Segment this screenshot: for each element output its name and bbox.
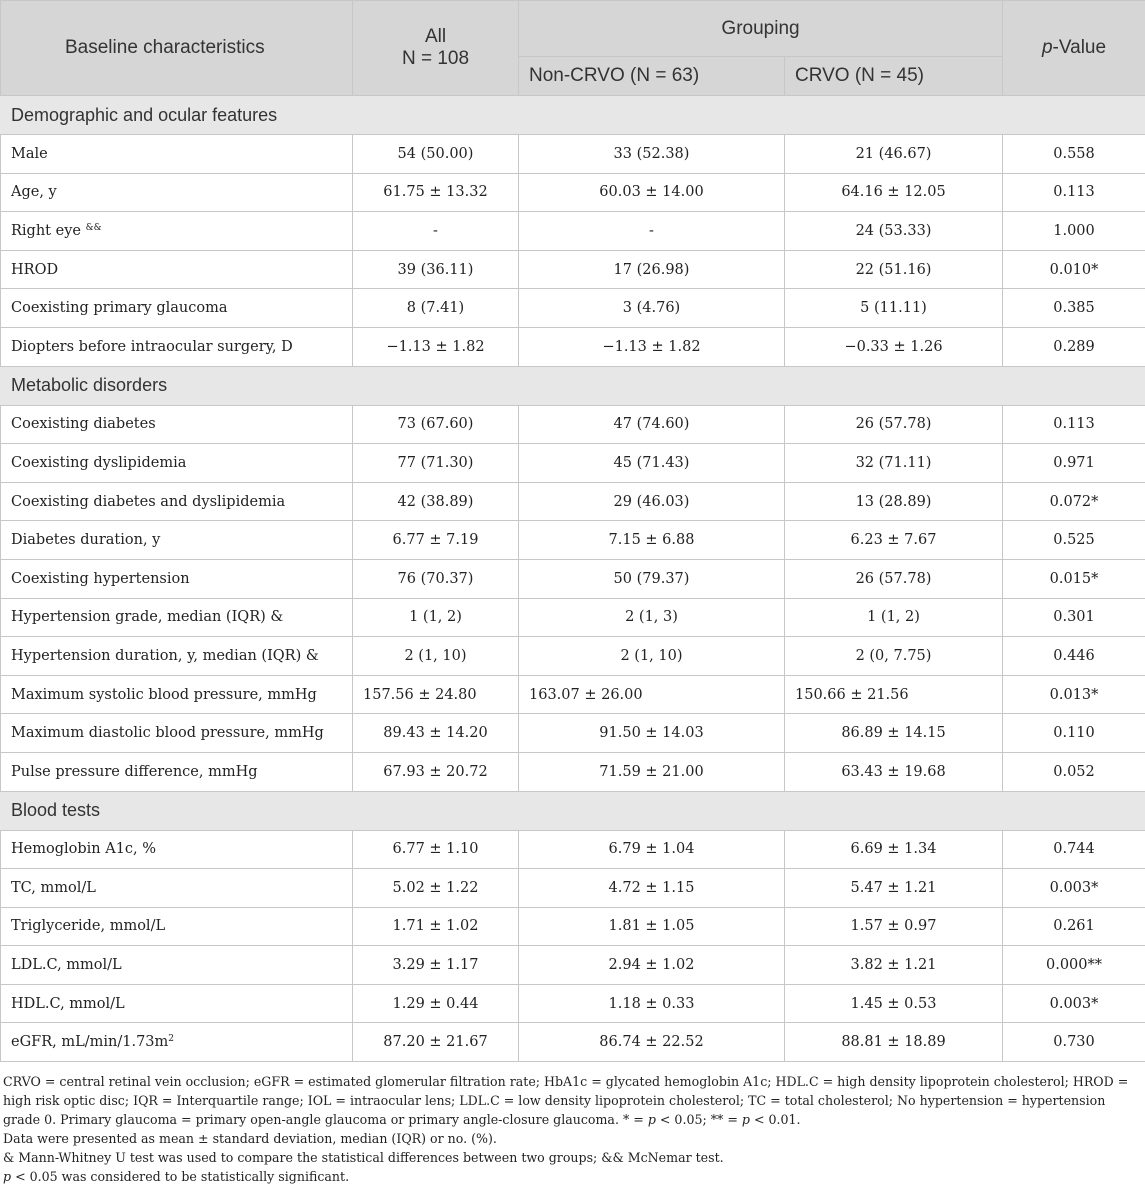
table-row xyxy=(1,444,1145,483)
cell-non-crvo: 2 (1, 3) xyxy=(519,598,785,637)
cell-crvo: 1.57 ± 0.97 xyxy=(785,907,1003,946)
footnote-significance: p < 0.05 was considered to be statistically significant. xyxy=(3,1169,350,1184)
table-row xyxy=(1,135,1145,174)
cell-all: 73 (67.60) xyxy=(353,405,519,444)
section-title: Blood tests xyxy=(1,791,1145,830)
cell-p-value: 0.052 xyxy=(1003,752,1145,791)
table-row xyxy=(1,250,1145,289)
cell-p-value: 0.525 xyxy=(1003,521,1145,560)
cell-crvo: 1.45 ± 0.53 xyxy=(785,984,1003,1023)
cell-p-value: 0.015* xyxy=(1003,559,1145,598)
cell-p-value: 0.003* xyxy=(1003,984,1145,1023)
cell-p-value: 0.013* xyxy=(1003,675,1145,714)
row-label: Triglyceride, mmol/L xyxy=(1,907,353,946)
cell-non-crvo: −1.13 ± 1.82 xyxy=(519,327,785,366)
row-label: Coexisting diabetes and dyslipidemia xyxy=(1,482,353,521)
cell-all: −1.13 ± 1.82 xyxy=(353,327,519,366)
table-row xyxy=(1,946,1145,985)
cell-all: 6.77 ± 1.10 xyxy=(353,830,519,869)
row-label: Diopters before intraocular surgery, D xyxy=(1,327,353,366)
row-label: Maximum diastolic blood pressure, mmHg xyxy=(1,714,353,753)
cell-p-value: 0.385 xyxy=(1003,289,1145,328)
cell-non-crvo: - xyxy=(519,212,785,251)
row-label: HDL.C, mmol/L xyxy=(1,984,353,1023)
cell-all: 87.20 ± 21.67 xyxy=(353,1023,519,1062)
row-label: Maximum systolic blood pressure, mmHg xyxy=(1,675,353,714)
cell-all: 8 (7.41) xyxy=(353,289,519,328)
cell-non-crvo: 33 (52.38) xyxy=(519,135,785,174)
table-row xyxy=(1,1023,1145,1062)
table-row xyxy=(1,405,1145,444)
section-header xyxy=(1,791,1145,830)
cell-crvo: 6.69 ± 1.34 xyxy=(785,830,1003,869)
cell-non-crvo: 2.94 ± 1.02 xyxy=(519,946,785,985)
cell-crvo: 24 (53.33) xyxy=(785,212,1003,251)
row-label: Hemoglobin A1c, % xyxy=(1,830,353,869)
table-row xyxy=(1,173,1145,212)
table-row xyxy=(1,212,1145,251)
cell-crvo: 64.16 ± 12.05 xyxy=(785,173,1003,212)
cell-crvo: 5 (11.11) xyxy=(785,289,1003,328)
cell-crvo: 13 (28.89) xyxy=(785,482,1003,521)
footnote-data-format: Data were presented as mean ± standard deviation, median (IQR) or no. (%). xyxy=(3,1131,497,1146)
cell-crvo: 3.82 ± 1.21 xyxy=(785,946,1003,985)
table-row xyxy=(1,482,1145,521)
section-header xyxy=(1,96,1145,135)
cell-all: 1 (1, 2) xyxy=(353,598,519,637)
cell-non-crvo: 3 (4.76) xyxy=(519,289,785,328)
table-row xyxy=(1,598,1145,637)
cell-all: 89.43 ± 14.20 xyxy=(353,714,519,753)
cell-p-value: 0.072* xyxy=(1003,482,1145,521)
cell-all: 2 (1, 10) xyxy=(353,637,519,676)
header-non-crvo: Non-CRVO (N = 63) xyxy=(519,57,785,96)
cell-p-value: 0.261 xyxy=(1003,907,1145,946)
cell-non-crvo: 1.81 ± 1.05 xyxy=(519,907,785,946)
table-body xyxy=(1,96,1145,1062)
row-label: Coexisting dyslipidemia xyxy=(1,444,353,483)
cell-non-crvo: 86.74 ± 22.52 xyxy=(519,1023,785,1062)
cell-non-crvo: 29 (46.03) xyxy=(519,482,785,521)
cell-all: 77 (71.30) xyxy=(353,444,519,483)
cell-crvo: 26 (57.78) xyxy=(785,405,1003,444)
row-label: eGFR, $mL/\min/1.73m^2$ xyxy=(1,1023,353,1062)
cell-all: 3.29 ± 1.17 xyxy=(353,946,519,985)
cell-crvo: 5.47 ± 1.21 xyxy=(785,869,1003,908)
cell-all: 157.56 ± 24.80 xyxy=(353,675,519,714)
row-label: HROD xyxy=(1,250,353,289)
cell-p-value: 0.110 xyxy=(1003,714,1145,753)
cell-p-value: 0.730 xyxy=(1003,1023,1145,1062)
cell-non-crvo: 4.72 ± 1.15 xyxy=(519,869,785,908)
cell-non-crvo: 60.03 ± 14.00 xyxy=(519,173,785,212)
cell-non-crvo: 17 (26.98) xyxy=(519,250,785,289)
table-row xyxy=(1,637,1145,676)
table-row xyxy=(1,907,1145,946)
cell-all: 1.29 ± 0.44 xyxy=(353,984,519,1023)
cell-crvo: 2 (0, 7.75) xyxy=(785,637,1003,676)
row-label: Coexisting diabetes xyxy=(1,405,353,444)
header-grouping: Grouping xyxy=(519,1,1003,57)
cell-all: 1.71 ± 1.02 xyxy=(353,907,519,946)
header-baseline-characteristics: Baseline characteristics xyxy=(1,1,353,96)
table-row xyxy=(1,327,1145,366)
cell-crvo: 32 (71.11) xyxy=(785,444,1003,483)
cell-crvo: 86.89 ± 14.15 xyxy=(785,714,1003,753)
table-row xyxy=(1,521,1145,560)
header-crvo: CRVO (N = 45) xyxy=(785,57,1003,96)
cell-all: - xyxy=(353,212,519,251)
cell-all: 67.93 ± 20.72 xyxy=(353,752,519,791)
cell-p-value: 0.971 xyxy=(1003,444,1145,483)
cell-all: 6.77 ± 7.19 xyxy=(353,521,519,560)
cell-p-value: 0.010* xyxy=(1003,250,1145,289)
cell-non-crvo: 91.50 ± 14.03 xyxy=(519,714,785,753)
cell-p-value: 0.000** xyxy=(1003,946,1145,985)
cell-p-value: 0.289 xyxy=(1003,327,1145,366)
cell-crvo: −0.33 ± 1.26 xyxy=(785,327,1003,366)
table-row xyxy=(1,675,1145,714)
cell-non-crvo: 45 (71.43) xyxy=(519,444,785,483)
cell-crvo: 21 (46.67) xyxy=(785,135,1003,174)
cell-p-value: 0.446 xyxy=(1003,637,1145,676)
header-all: All N = 108 xyxy=(353,1,519,96)
table-row xyxy=(1,869,1145,908)
section-header xyxy=(1,366,1145,405)
cell-crvo: 150.66 ± 21.56 xyxy=(785,675,1003,714)
table-row xyxy=(1,830,1145,869)
table-row xyxy=(1,714,1145,753)
row-label: Male xyxy=(1,135,353,174)
cell-p-value: 0.113 xyxy=(1003,405,1145,444)
section-title: Metabolic disorders xyxy=(1,366,1145,405)
table-row xyxy=(1,289,1145,328)
cell-p-value: 0.113 xyxy=(1003,173,1145,212)
section-title: Demographic and ocular features xyxy=(1,96,1145,135)
cell-crvo: 22 (51.16) xyxy=(785,250,1003,289)
cell-crvo: 1 (1, 2) xyxy=(785,598,1003,637)
row-label: Hypertension grade, median (IQR) & xyxy=(1,598,353,637)
cell-crvo: 6.23 ± 7.67 xyxy=(785,521,1003,560)
cell-non-crvo: 71.59 ± 21.00 xyxy=(519,752,785,791)
cell-p-value: 1.000 xyxy=(1003,212,1145,251)
footnotes xyxy=(3,1072,1141,1186)
cell-p-value: 0.301 xyxy=(1003,598,1145,637)
cell-p-value: 0.744 xyxy=(1003,830,1145,869)
cell-non-crvo: 47 (74.60) xyxy=(519,405,785,444)
cell-non-crvo: 1.18 ± 0.33 xyxy=(519,984,785,1023)
cell-non-crvo: 163.07 ± 26.00 xyxy=(519,675,785,714)
row-label: Diabetes duration, y xyxy=(1,521,353,560)
cell-p-value: 0.558 xyxy=(1003,135,1145,174)
row-label: Hypertension duration, y, median (IQR) & xyxy=(1,637,353,676)
cell-p-value: 0.003* xyxy=(1003,869,1145,908)
cell-all: 42 (38.89) xyxy=(353,482,519,521)
footnote-tests: & Mann-Whitney U test was used to compare the statistical differences between two groups; && McNemar test. xyxy=(3,1150,724,1165)
row-label: Coexisting hypertension xyxy=(1,559,353,598)
cell-non-crvo: 7.15 ± 6.88 xyxy=(519,521,785,560)
row-label: TC, mmol/L xyxy=(1,869,353,908)
cell-non-crvo: 50 (79.37) xyxy=(519,559,785,598)
cell-crvo: 88.81 ± 18.89 xyxy=(785,1023,1003,1062)
cell-non-crvo: 6.79 ± 1.04 xyxy=(519,830,785,869)
row-label: Coexisting primary glaucoma xyxy=(1,289,353,328)
footnote-abbreviations: CRVO = central retinal vein occlusion; eGFR = estimated glomerular filtration rate; HbA1c = glycated hemoglobin A1c; HDL.C = high density lipoprotein cholesterol; HROD = high risk optic disc; IQR = Interquartile range; IOL = intraocular lens; LDL.C = low density lipoprotein cholesterol; TC = total cholesterol; No hypertension = hypertension grade 0. Primary glaucoma = primary open-angle glaucoma or primary angle-closure glaucoma. * = p < 0.05; ** = p < 0.01. xyxy=(3,1074,1129,1127)
table-row xyxy=(1,559,1145,598)
cell-all: 5.02 ± 1.22 xyxy=(353,869,519,908)
table-row xyxy=(1,752,1145,791)
row-label: Pulse pressure difference, mmHg xyxy=(1,752,353,791)
table-row xyxy=(1,984,1145,1023)
row-label: Right eye && xyxy=(1,212,353,251)
cell-all: 54 (50.00) xyxy=(353,135,519,174)
cell-all: 76 (70.37) xyxy=(353,559,519,598)
cell-all: 39 (36.11) xyxy=(353,250,519,289)
cell-crvo: 26 (57.78) xyxy=(785,559,1003,598)
row-label: Age, y xyxy=(1,173,353,212)
cell-all: 61.75 ± 13.32 xyxy=(353,173,519,212)
row-label: LDL.C, mmol/L xyxy=(1,946,353,985)
cell-crvo: 63.43 ± 19.68 xyxy=(785,752,1003,791)
header-p-value: p-Value xyxy=(1003,1,1145,96)
cell-non-crvo: 2 (1, 10) xyxy=(519,637,785,676)
